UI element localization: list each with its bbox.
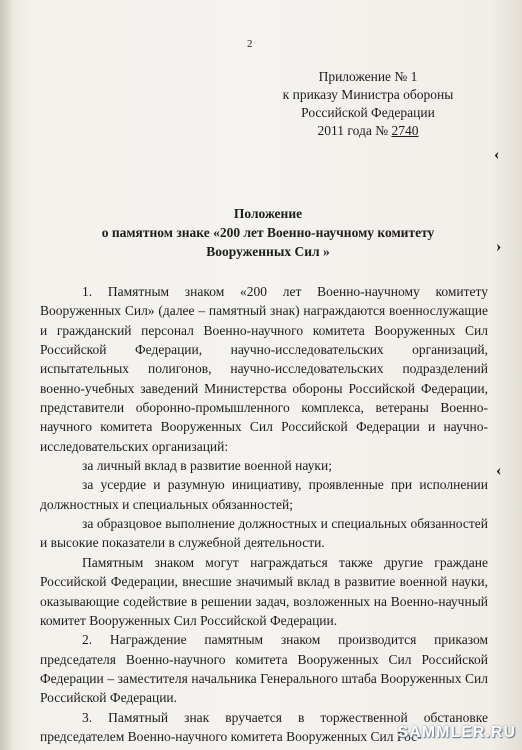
paragraph-3: 3. Памятный знак вручается в торжественной обстановке председателем Военно-научного комитета Вооруженных Сил Рос-: [40, 709, 488, 744]
order-number: 2740: [391, 123, 419, 138]
paragraph-other-citizens: Памятным знаком могут награждаться также другие граждане Российской Федерации, внесшие значимый вклад в развитие военной науки, оказывающие содействие в решении задач, возложенных на Военно-научный комитет Вооруженных Сил Российской Федерации.: [40, 554, 488, 628]
title-line-1: Положение: [233, 206, 303, 221]
paragraph-2: 2. Награждение памятным знаком производится приказом председателя Военно-научного комитета Вооруженных Сил Российской Федерации – заместителя начальника Генерального штаба Вооруженных Сил Российской Федерации.: [40, 632, 488, 706]
paragraph-1: 1. Памятным знаком «200 лет Военно-научному комитету Вооруженных Сил» (далее – памятный знак) награждаются военнослужащие и гражданский персонал Военно-научного комитета Вооруженных Сил Российской Федерации, научно-исследовательских организаций, испытательных полигонов, научно-исследовательских подразделений военно-учебных заведений Министерства обороны Российской Федерации, представители оборонно-промышленного комплекса, ветераны Военно-научного комитета Вооруженных Сил Российской Федерации и научно-исследовательских организаций:: [40, 284, 488, 454]
appendix-line-2: к приказу Министра обороны: [282, 87, 454, 102]
list-item-2: за усердие и разумную инициативу, проявленные при исполнении должностных и специальных обязанностей;: [40, 477, 488, 512]
list-item-3: за образцовое выполнение должностных и специальных обязанностей и высокие показатели в служебной деятельности.: [40, 516, 488, 551]
margin-mark: ›: [496, 238, 502, 255]
margin-mark: ‹: [496, 462, 502, 479]
appendix-line-4: [278, 122, 458, 140]
document-title: [40, 204, 496, 261]
list-item-1: за личный вклад в развитие военной науки;: [82, 458, 332, 474]
document-body: [40, 282, 488, 746]
margin-mark: ‹: [494, 146, 500, 163]
appendix-header: [278, 68, 458, 140]
appendix-line-1: Приложение № 1: [318, 69, 418, 84]
page-number: 2: [247, 38, 253, 50]
title-line-2: о памятном знаке «200 лет Военно-научному комитету: [101, 225, 435, 240]
watermark: SAMMLER.RU: [397, 724, 516, 741]
title-line-3: Вооруженных Сил »: [206, 244, 330, 259]
order-year-prefix: 2011 года №: [317, 123, 392, 138]
binding-edge: [0, 0, 12, 750]
appendix-line-3: Российской Федерации: [301, 105, 435, 120]
